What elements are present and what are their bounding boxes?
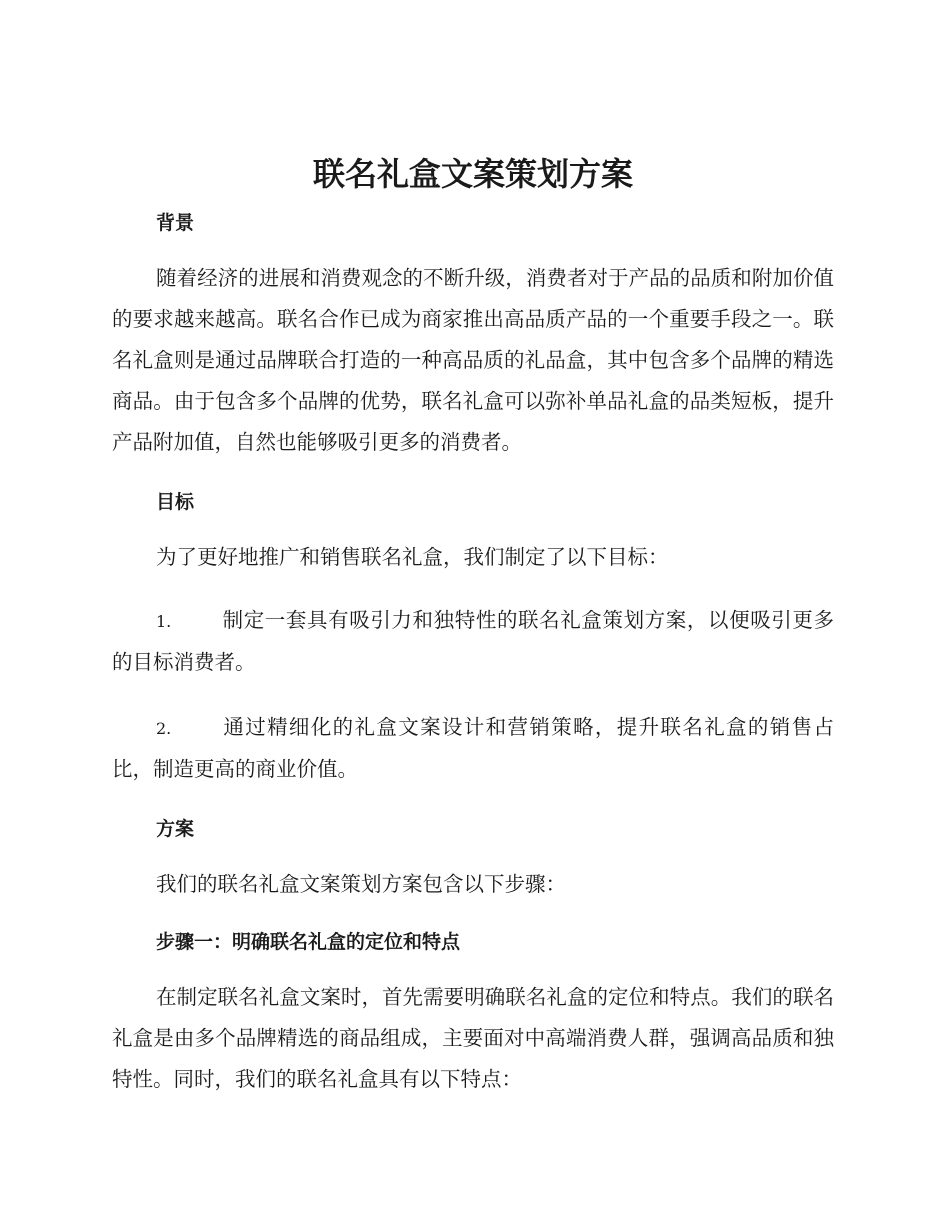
goal-item-2-number: 2. [156,719,172,738]
goal-item-2 [112,707,834,790]
section-heading-goals: 目标 [156,491,195,513]
plan-intro: 我们的联名礼盒文案策划方案包含以下步骤： [156,872,566,896]
goal-item-1-text: 制定一套具有吸引力和独特性的联名礼盒策划方案，以便吸引更多的目标消费者。 [112,608,834,674]
section-heading-background: 背景 [156,212,195,234]
goal-item-1 [112,600,834,683]
background-paragraph: 随着经济的进展和消费观念的不断升级，消费者对于产品的品质和附加价值的要求越来越高。联名合作已成为商家推出高品质产品的一个重要手段之一。联名礼盒则是通过品牌联合打造的一种高品质的礼品盒，其中包含多个品牌的精选商品。由于包含多个品牌的优势，联名礼盒可以弥补单品礼盒的品类短板，提升产品附加值，自然也能够吸引更多的消费者。 [112,266,834,454]
goal-item-2-text: 通过精细化的礼盒文案设计和营销策略，提升联名礼盒的销售占比，制造更高的商业价值。 [112,715,834,781]
step-one-heading: 步骤一：明确联名礼盒的定位和特点 [156,931,461,953]
section-heading-plan: 方案 [156,818,195,840]
goals-intro: 为了更好地推广和销售联名礼盒，我们制定了以下目标： [156,545,669,569]
document-title: 联名礼盒文案策划方案 [312,155,633,193]
step-one-paragraph: 在制定联名礼盒文案时，首先需要明确联名礼盒的定位和特点。我们的联名礼盒是由多个品牌精选的商品组成，主要面对中高端消费人群，强调高品质和独特性。同时，我们的联名礼盒具有以下特点： [112,985,834,1091]
goal-item-1-number: 1. [156,612,172,631]
document-page [112,150,834,1124]
